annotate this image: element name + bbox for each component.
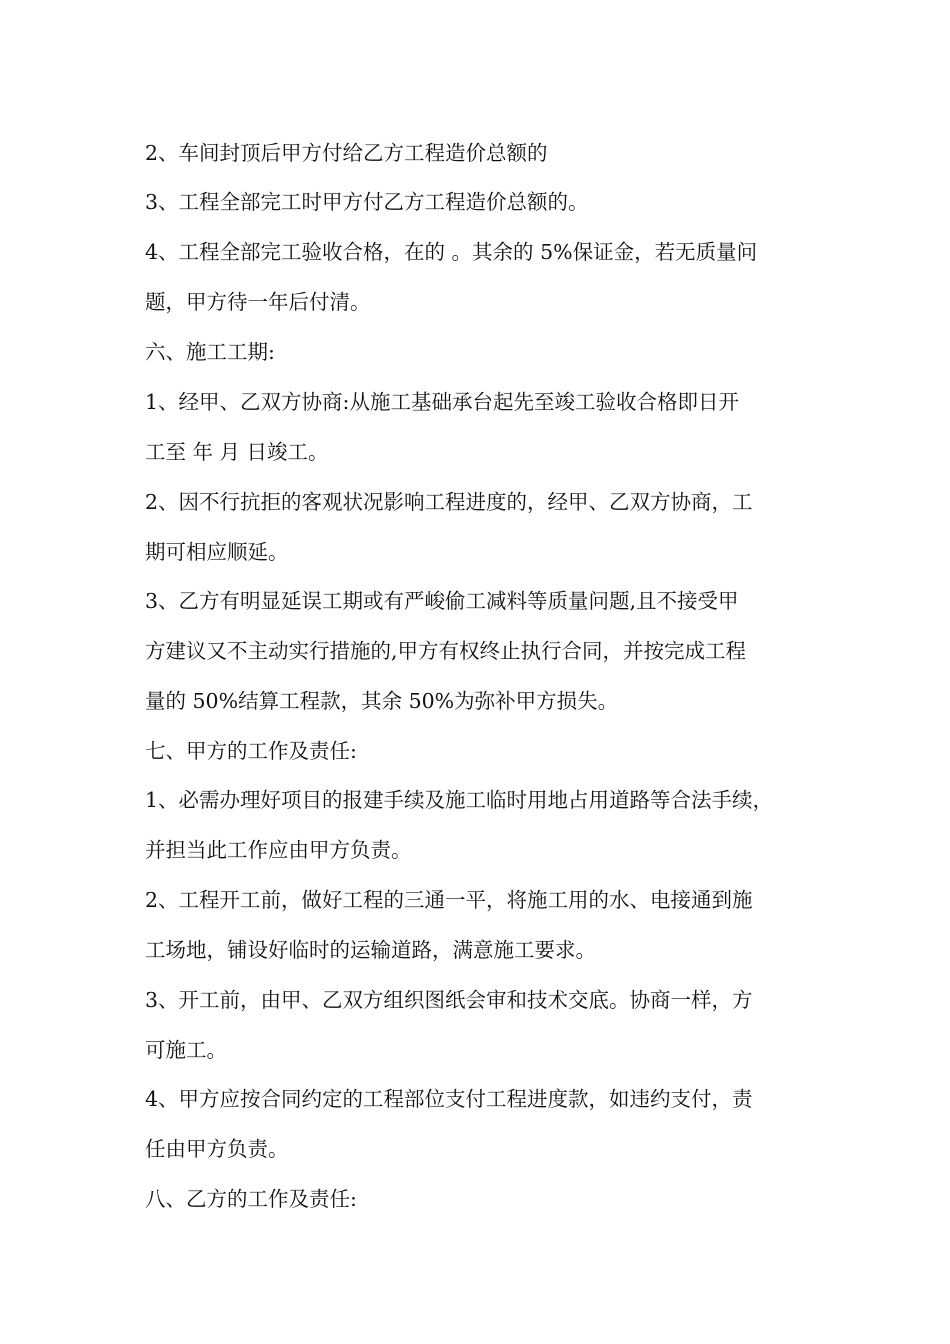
text-line: 题，甲方待一年后付清。 xyxy=(145,290,371,314)
text-line: 2、工程开工前，做好工程的三通一平，将施工用的水、电接通到施 xyxy=(145,888,753,912)
text-line: 量的 50%结算工程款，其余 50%为弥补甲方损失。 xyxy=(145,689,619,713)
text-line: 可施工。 xyxy=(145,1038,227,1062)
text-line: 1、经甲、乙双方协商:从施工基础承台起先至竣工验收合格即日开 xyxy=(145,390,739,414)
section-heading: 七、甲方的工作及责任: xyxy=(145,739,357,763)
text-line: 3、乙方有明显延误工期或有严峻偷工减料等质量问题,且不接受甲 xyxy=(145,589,739,613)
text-line: 2、车间封顶后甲方付给乙方工程造价总额的 xyxy=(145,141,548,165)
text-line: 3、工程全部完工时甲方付乙方工程造价总额的。 xyxy=(145,190,589,214)
section-heading: 八、乙方的工作及责任: xyxy=(145,1187,357,1211)
text-line: 任由甲方负责。 xyxy=(145,1137,289,1161)
text-line: 并担当此工作应由甲方负责。 xyxy=(145,838,412,862)
text-line: 工场地，铺设好临时的运输道路，满意施工要求。 xyxy=(145,938,596,962)
text-line: 工至 年 月 日竣工。 xyxy=(145,440,329,464)
text-line: 期可相应顺延。 xyxy=(145,540,289,564)
section-heading: 六、施工工期: xyxy=(145,340,275,364)
text-line: 4、工程全部完工验收合格，在的 。其余的 5%保证金，若无质量问 xyxy=(145,240,758,264)
text-line: 2、因不行抗拒的客观状况影响工程进度的，经甲、乙双方协商，工 xyxy=(145,490,753,514)
text-line: 4、甲方应按合同约定的工程部位支付工程进度款，如违约支付，责 xyxy=(145,1087,753,1111)
text-line: 1、必需办理好项目的报建手续及施工临时用地占用道路等合法手续， xyxy=(145,788,774,812)
text-line: 方建议又不主动实行措施的,甲方有权终止执行合同，并按完成工程 xyxy=(145,639,747,663)
text-line: 3、开工前，由甲、乙双方组织图纸会审和技术交底。协商一样，方 xyxy=(145,988,753,1012)
